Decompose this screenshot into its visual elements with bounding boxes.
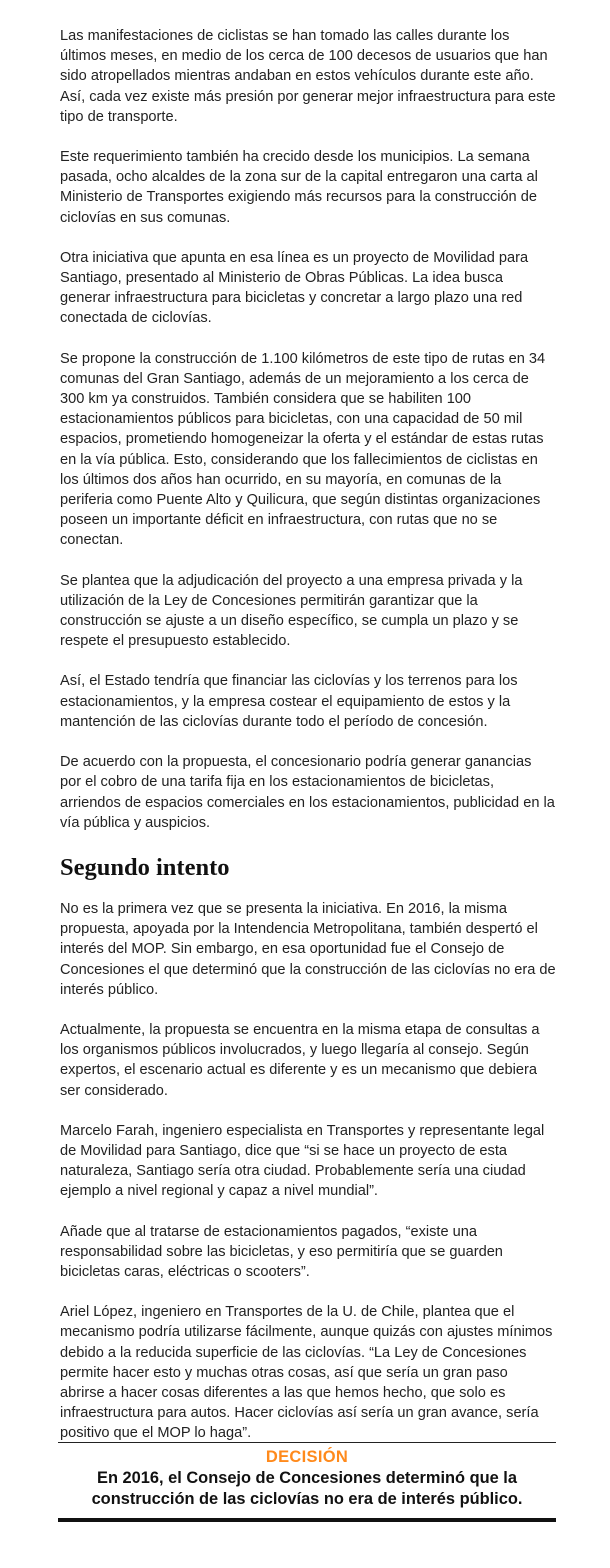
article-paragraph: Marcelo Farah, ingeniero especialista en Transportes y representante legal de Movilidad para Santiago, dice que “si se hace un proyecto de esta naturaleza, Santiago sería otra ciudad. Probablemente sería una ciudad ejemplo a nivel regional y capaz a nivel mundial”.: [60, 1122, 545, 1200]
article-paragraph: Actualmente, la propuesta se encuentra en la misma etapa de consultas a los organismos públicos involucrados, y luego llegaría al consejo. Según expertos, el escenario actual es diferente y es un mecanismo que debiera ser considerado.: [60, 1021, 540, 1099]
article-paragraph: Añade que al tratarse de estacionamientos pagados, “existe una responsabilidad sobre las bicicletas, y eso permitiría que se guarden bicicletas caras, eléctricas o scooters”.: [60, 1223, 503, 1280]
article-paragraph: De acuerdo con la propuesta, el concesionario podría generar ganancias por el cobro de una tarifa fija en los estacionamientos de bicicletas, arriendos de espacios comerciales en los estacionamientos, publicidad en la vía pública y auspicios.: [60, 754, 555, 831]
article-paragraph: No es la primera vez que se presenta la iniciativa. En 2016, la misma propuesta, apoyada por la Intendencia Metropolitana, también despertó el interés del MOP. Sin embargo, en esa oportunidad fue el Consejo de Concesiones el que determinó que la construcción de las ciclovías no era de interés público.: [60, 900, 556, 998]
article-paragraph: Así, el Estado tendría que financiar las ciclovías y los terrenos para los estacionamientos, y la empresa costear el equipamiento de estos y la mantención de las ciclovías durante todo el período de concesión.: [60, 673, 518, 730]
pull-quote-label: DECISIÓN: [265, 1448, 349, 1466]
article-paragraph: Otra iniciativa que apunta en esa línea es un proyecto de Movilidad para Santiago, presentado al Ministerio de Obras Públicas. La idea busca generar infraestructura para bicicletas y concretar a largo plazo una red conectada de ciclovías.: [60, 249, 529, 327]
article-paragraph: Ariel López, ingeniero en Transportes de la U. de Chile, plantea que el mecanismo podría utilizarse fácilmente, aunque quizás con ajustes mínimos debido a la reducida superficie de las ciclovías. “La Ley de Concesiones permite hacer esto y muchas otras cosas, así que sería un gran paso abrirse a hacer cosas diferentes a las que hemos hecho, que solo es infraestructura para autos. Hacer ciclovías así sería un gran avance, sería positivo que el MOP lo haga”.: [60, 1304, 553, 1442]
pull-quote-text: En 2016, el Consejo de Concesiones determinó que la construcción de las ciclovías no era de interés público.: [91, 1469, 523, 1508]
section-subheading: Segundo intento: [60, 853, 230, 881]
article-paragraph: Se propone la construcción de 1.100 kilómetros de este tipo de rutas en 34 comunas del Gran Santiago, además de un mejoramiento a los cerca de 300 km ya construidos. También considera que se habiliten 100 estacionamientos públicos para bicicletas, con una capacidad de 50 mil espacios, prometiendo homogeneizar la oferta y el estándar de estas rutas en la vía pública. Esto, considerando que los fallecimientos de ciclistas en los últimos dos años han ocurrido, en su mayoría, en comunas de la periferia como Puente Alto y Quilicura, que según distintas organizaciones poseen un importante déficit en infraestructura, con rutas que no se conectan.: [60, 350, 546, 549]
article-body: [60, 26, 556, 1464]
article-paragraph: Las manifestaciones de ciclistas se han tomado las calles durante los últimos meses, en medio de los cerca de 100 decesos de usuarios que han sido atropellados mientras andaban en estos vehículos durante este año. Así, cada vez existe más presión por generar mejor infraestructura para este tipo de transporte.: [60, 28, 556, 125]
pull-quote: [58, 1442, 556, 1522]
article-paragraph: Se plantea que la adjudicación del proyecto a una empresa privada y la utilización de la Ley de Concesiones permitirán garantizar que la construcción se ajuste a un diseño específico, se cumpla un plazo y se respete el presupuesto establecido.: [60, 572, 523, 650]
article-paragraph: Este requerimiento también ha crecido desde los municipios. La semana pasada, ocho alcaldes de la zona sur de la capital entregaron una carta al Ministerio de Transportes exigiendo más recursos para la construcción de ciclovías en sus comunas.: [60, 149, 538, 226]
